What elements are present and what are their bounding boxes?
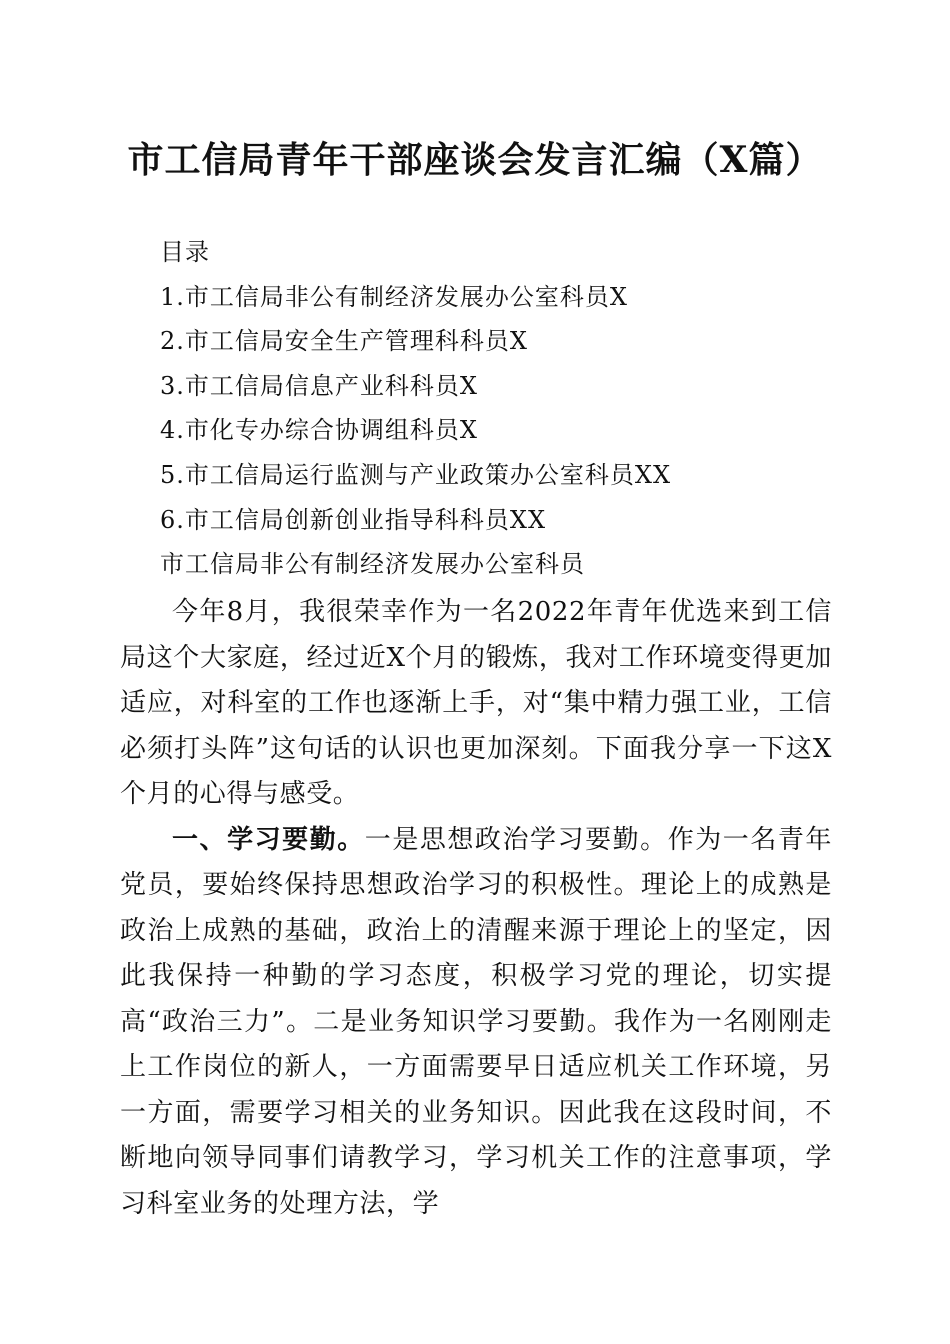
paragraph: 今年8月，我很荣幸作为一名2022年青年优选来到工信局这个大家庭，经过近X个月的锻炼，我对工作环境变得更加适应，对科室的工作也逐渐上手，对“集中精力强工业，工信必须打头阵”这句话的认识也更加深刻。下面我分享一下这X个月的心得与感受。: [120, 597, 832, 809]
paragraph: [120, 818, 832, 1228]
toc-item: 3.市工信局信息产业科科员X: [160, 371, 478, 400]
document-title: 市工信局青年干部座谈会发言汇编（X篇）: [127, 139, 823, 181]
toc-item: 2.市工信局安全生产管理科科员X: [160, 327, 528, 356]
paragraph-text: 一是思想政治学习要勤。作为一名青年党员，要始终保持思想政治学习的积极性。理论上的成熟是政治上成熟的基础，政治上的清醒来源于理论上的坚定，因此我保持一种勤的学习态度，积极学习党的理论，切实提高“政治三力”。二是业务知识学习要勤。我作为一名刚刚走上工作岗位的新人，一方面需要早日适应机关工作环境，另一方面，需要学习相关的业务知识。因此我在这段时间，不断地向领导同事们请教学习，学习机关工作的注意事项，学习科室业务的处理方法，学: [120, 824, 833, 1219]
toc-item: 6.市工信局创新创业指导科科员XX: [160, 505, 547, 534]
toc-item: 5.市工信局运行监测与产业政策办公室科员XX: [160, 460, 672, 489]
paragraph-heading: 一、学习要勤。: [172, 824, 365, 855]
section-author: 市工信局非公有制经济发展办公室科员: [160, 550, 585, 579]
toc-item: 1.市工信局非公有制经济发展办公室科员X: [160, 282, 628, 311]
table-of-contents: [160, 230, 860, 587]
document-body: [120, 590, 832, 1227]
toc-heading: 目录: [160, 238, 210, 266]
toc-item: 4.市化专办综合协调组科员X: [160, 416, 478, 445]
